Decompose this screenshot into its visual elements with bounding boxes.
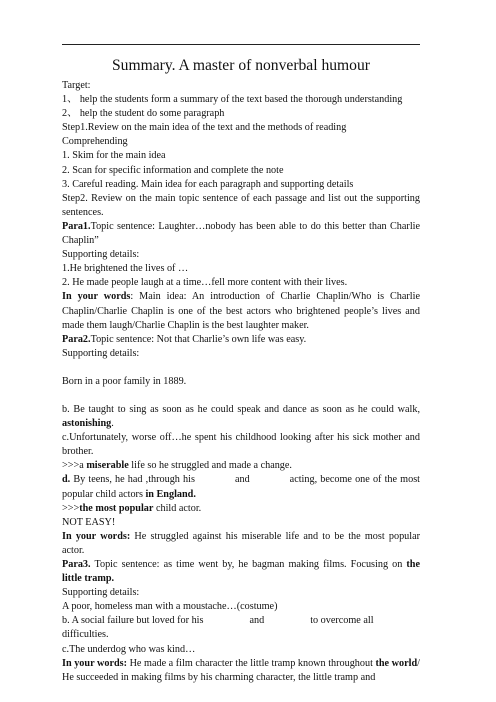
para2-detail-d-bold: in England. (142, 488, 196, 500)
para2-arrow-2-pre: >>> (62, 502, 80, 514)
para1-iyw-text: : Main idea: An introduction of Charlie Chaplin/Who is Charlie Chaplin/Charlie Chaplin is one of the best actors who brightened people’s lives and made them laugh/Charlie Chaplin is the best laughter maker. (62, 291, 420, 331)
para2-not-easy: NOT EASY! (62, 516, 116, 528)
para2-detail-d-t3: acting, become one of the most popular child actors (62, 474, 420, 500)
para2-arrow-1-pre: >>>a (62, 460, 87, 472)
para2-arrow-2-post: child actor. (153, 502, 202, 514)
para2-supporting-label: Supporting details: (62, 347, 140, 359)
para2-detail-c: c.Unfortunately, worse off…he spent his childhood looking after his sick mother and brother. (62, 432, 420, 458)
para2-arrow-1 (62, 459, 420, 473)
spacer (62, 361, 420, 375)
reading-step-skim: 1. Skim for the main idea (62, 150, 166, 162)
para3-topic-bold: the little tramp. (62, 559, 420, 585)
para3-supporting-label: Supporting details: (62, 587, 140, 599)
para2-detail-b-text: b. Be taught to sing as soon as he could speak and dance as soon as he could walk, (62, 403, 420, 415)
para3-in-your-words (62, 657, 420, 685)
para2-in-your-words (62, 530, 420, 558)
para3-detail-b-t1: b. A social failure but loved for his (62, 615, 204, 627)
para1-iyw-label: In your words (62, 291, 131, 303)
para3-detail-a: A poor, homeless man with a moustache…(costume) (62, 601, 278, 613)
para1-detail-2: 2. He made people laugh at a time…fell more content with their lives. (62, 277, 348, 289)
para3-topic-text: Topic sentence: as time went by, he bagman making films. Focusing on (90, 559, 403, 570)
para2-arrow-1-bold: miserable (86, 460, 129, 472)
step1-heading: Step1.Review on the main idea of the text and the methods of reading (62, 122, 347, 134)
para2-topic (62, 333, 420, 347)
para2-arrow-2-bold: the most popular (79, 502, 154, 514)
para2-detail-d-label: d. (62, 474, 71, 486)
para2-detail-d-t1: By teens, he had ,through his (70, 474, 195, 486)
para3-topic (62, 558, 420, 586)
para1-topic (62, 220, 420, 248)
comprehending-heading: Comprehending (62, 136, 128, 148)
para3-iyw-bold: the world (372, 657, 418, 669)
para1-detail-1: 1.He brightened the lives of … (62, 263, 189, 275)
reading-step-careful: 3. Careful reading. Main idea for each paragraph and supporting details (62, 178, 354, 190)
para1-label: Para1. (62, 220, 91, 232)
header-rule (62, 44, 420, 45)
para1-in-your-words (62, 290, 420, 332)
para2-born: Born in a poor family in 1889. (62, 375, 187, 387)
reading-step-scan: 2. Scan for specific information and complete the note (62, 164, 284, 176)
para2-detail-b-end: . (111, 418, 114, 430)
para1-topic-text: Topic sentence: Laughter…nobody has been able to do this better than Charlie Chaplin” (62, 220, 420, 247)
para2-detail-d (62, 473, 420, 501)
spacer (62, 389, 420, 403)
para3-detail-b-t2: and (249, 615, 265, 627)
para2-iyw-label: In your words: (62, 530, 131, 542)
para3-detail-b (62, 614, 420, 642)
para2-arrow-1-post: life so he struggled and made a change. (128, 460, 292, 472)
para2-arrow-2 (62, 502, 420, 516)
para2-detail-b-bold: astonishing (62, 418, 112, 430)
target-item-1: 1、 help the students form a summary of the text based the thorough understanding (62, 94, 403, 106)
para3-iyw-t1: He made a film character the little tramp known throughout (126, 657, 373, 669)
para2-detail-b (62, 403, 420, 431)
para2-topic-text: Topic sentence: Not that Charlie’s own life was easy. (90, 333, 307, 345)
target-item-2: 2、 help the student do some paragraph (62, 108, 225, 120)
page-title: Summary. A master of nonverbal humour (112, 57, 370, 74)
para2-label: Para2. (62, 333, 91, 345)
para3-detail-b-t3: to overcome all difficulties. (62, 615, 374, 641)
target-label: Target: (62, 80, 91, 91)
para2-detail-d-t2: and (234, 474, 250, 486)
para3-detail-c: c.The underdog who was kind… (62, 643, 196, 655)
para3-iyw-label: In your words: (62, 657, 127, 669)
para3-iyw-t2: / He succeeded in making films by his charming character, the little tramp and (62, 657, 420, 683)
para1-supporting-label: Supporting details: (62, 249, 140, 261)
para3-label: Para3. (62, 559, 91, 570)
step2-heading: Step2. Review on the main topic sentence of each passage and list out the supporting sentences. (62, 192, 420, 218)
para2-iyw-text: He struggled against his miserable life and to be the most popular actor. (62, 530, 421, 556)
